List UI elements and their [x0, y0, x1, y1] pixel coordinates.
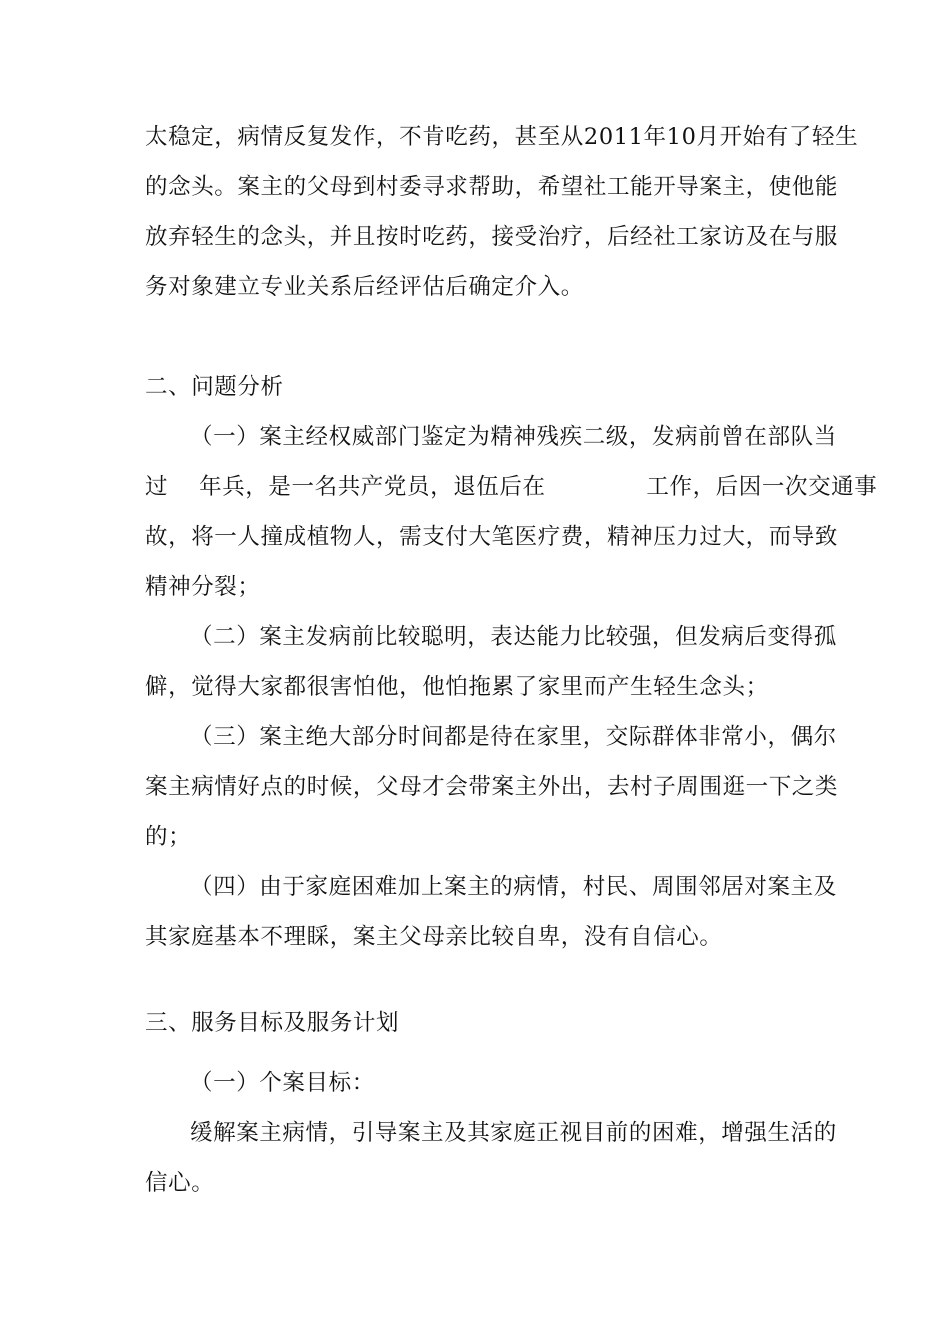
problem-1-line-3: 故，将一人撞成植物人，需支付大笔医疗费，精神压力过大，而导致 [145, 524, 839, 550]
problem-2-line-1: （二）案主发病前比较聪明，表达能力比较强，但发病后变得孤 [190, 624, 837, 650]
intro-line-3: 放弃轻生的念头，并且按时吃药，接受治疗，后经社工家访及在与服 [145, 224, 839, 250]
problem-3-line-1: （三）案主绝大部分时间都是待在家里，交际群体非常小，偶尔 [190, 724, 837, 750]
intro-line-1: 太稳定，病情反复发作，不肯吃药，甚至从2011年10月开始有了轻生 [145, 124, 859, 150]
problem-3-line-3: 的； [145, 824, 192, 850]
subheading-case-goal: （一）个案目标： [190, 1070, 375, 1096]
section-heading-problem-analysis: 二、问题分析 [145, 374, 284, 400]
problem-1-line-4: 精神分裂； [145, 574, 261, 600]
problem-3-line-2: 案主病情好点的时候，父母才会带案主外出，去村子周围逛一下之类 [145, 774, 839, 800]
problem-4-line-1: （四）由于家庭困难加上案主的病情，村民、周围邻居对案主及 [190, 874, 837, 900]
section-heading-service-goals: 三、服务目标及服务计划 [145, 1010, 400, 1036]
problem-4-line-2: 其家庭基本不理睬，案主父母亲比较自卑，没有自信心。 [145, 924, 723, 950]
goal-line-2: 信心。 [145, 1170, 215, 1196]
intro-line-2: 的念头。案主的父母到村委寻求帮助，希望社工能开导案主，使他能 [145, 174, 839, 200]
problem-1-line-1: （一）案主经权威部门鉴定为精神残疾二级，发病前曾在部队当 [190, 424, 837, 450]
problem-2-line-2: 僻，觉得大家都很害怕他，他怕拖累了家里而产生轻生念头； [145, 674, 769, 700]
problem-1-line-2: 过 年兵，是一名共产党员，退伍后在 工作，后因一次交通事 [145, 474, 878, 500]
goal-line-1: 缓解案主病情，引导案主及其家庭正视目前的困难，增强生活的 [190, 1120, 837, 1146]
intro-line-4: 务对象建立专业关系后经评估后确定介入。 [145, 274, 584, 300]
